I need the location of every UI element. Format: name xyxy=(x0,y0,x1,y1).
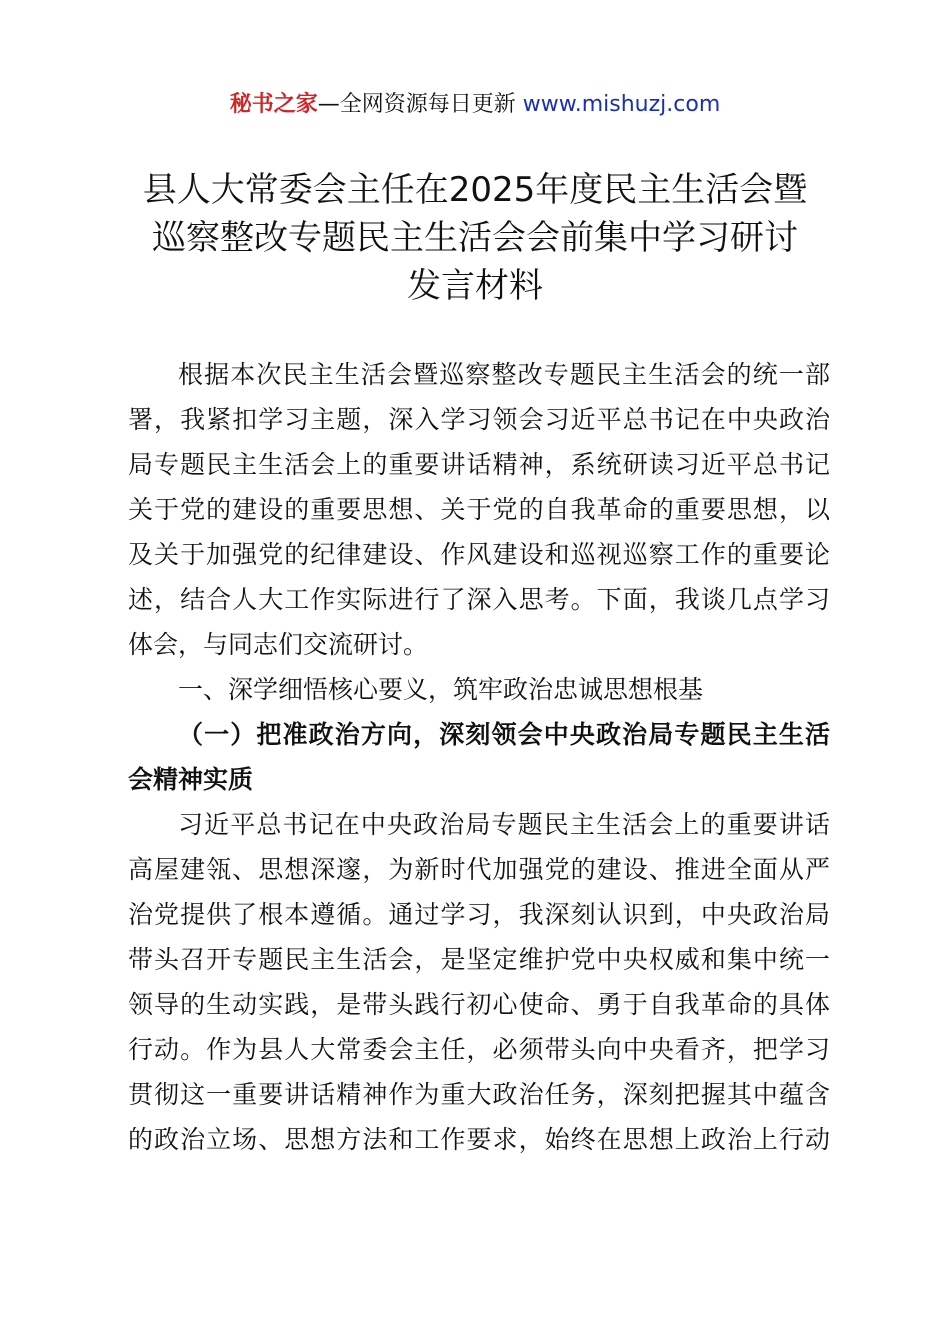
site-tagline: —全网资源每日更新 xyxy=(317,92,523,117)
text-line: 习近平总书记在中央政治局专题民主生活会上的重要讲话 xyxy=(178,810,830,839)
section-heading-1 xyxy=(128,667,830,712)
site-banner xyxy=(0,88,950,122)
site-url[interactable]: www.mishuzj.com xyxy=(522,92,721,117)
text-line: 署，我紧扣学习主题，深入学习领会习近平总书记在中央政治 xyxy=(128,405,830,434)
text-line: 根据本次民主生活会暨巡察整改专题民主生活会的统一部 xyxy=(178,360,830,389)
text-line: 的政治立场、思想方法和工作要求，始终在思想上政治上行动 xyxy=(128,1125,830,1154)
text-line: 体会，与同志们交流研讨。 xyxy=(128,630,429,659)
document-title xyxy=(100,166,850,310)
text-line: 关于党的建设的重要思想、关于党的自我革命的重要思想，以 xyxy=(128,495,830,524)
text-line: 会精神实质 xyxy=(128,765,254,794)
document-body xyxy=(128,352,830,1162)
intro-paragraph xyxy=(128,352,830,667)
text-line: （一）把准政治方向，深刻领会中央政治局专题民主生活 xyxy=(178,720,830,749)
text-line: 局专题民主生活会上的重要讲话精神，系统研读习近平总书记 xyxy=(128,450,830,479)
text-line: 治党提供了根本遵循。通过学习，我深刻认识到，中央政治局 xyxy=(128,900,830,929)
text-line: 及关于加强党的纪律建设、作风建设和巡视巡察工作的重要论 xyxy=(128,540,830,569)
title-line: 发言材料 xyxy=(407,266,543,306)
text-line: 贯彻这一重要讲话精神作为重大政治任务，深刻把握其中蕴含 xyxy=(128,1080,830,1109)
site-brand: 秘书之家 xyxy=(229,92,318,117)
text-line: 一、深学细悟核心要义，筑牢政治忠诚思想根基 xyxy=(178,675,704,704)
title-line: 巡察整改专题民主生活会会前集中学习研讨 xyxy=(152,218,798,258)
text-line: 行动。作为县人大常委会主任，必须带头向中央看齐，把学习 xyxy=(128,1035,830,1064)
subsection-heading-1 xyxy=(128,712,830,802)
text-line: 领导的生动实践，是带头践行初心使命、勇于自我革命的具体 xyxy=(128,990,830,1019)
text-line: 高屋建瓴、思想深邃，为新时代加强党的建设、推进全面从严 xyxy=(128,855,830,884)
title-line: 县人大常委会主任在2025年度民主生活会暨 xyxy=(142,170,808,210)
text-line: 述，结合人大工作实际进行了深入思考。下面，我谈几点学习 xyxy=(128,585,830,614)
text-line: 带头召开专题民主生活会，是坚定维护党中央权威和集中统一 xyxy=(128,945,830,974)
body-paragraph xyxy=(128,802,830,1162)
